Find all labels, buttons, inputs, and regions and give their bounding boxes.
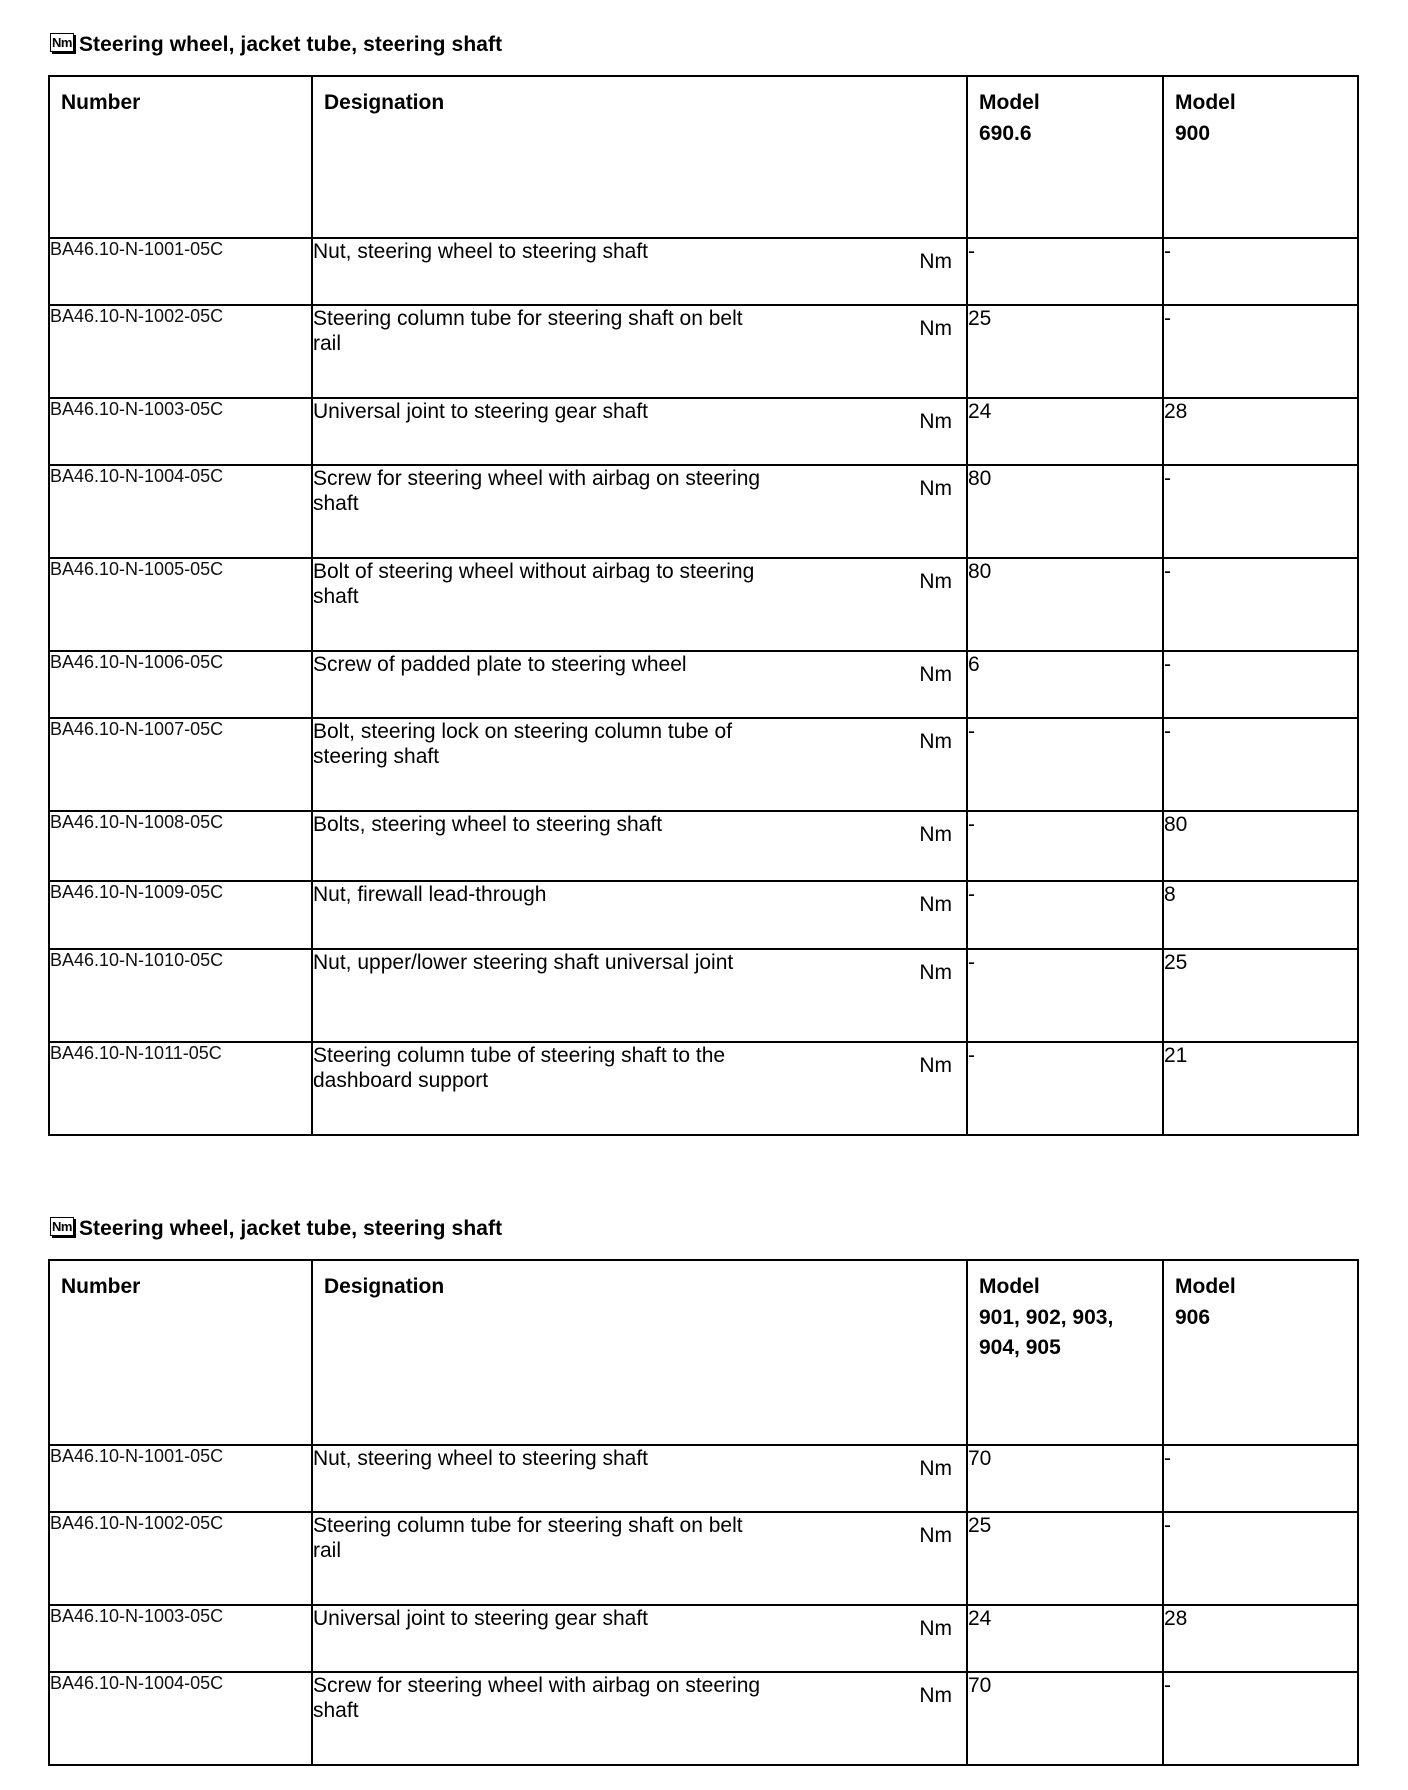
header-model-a: Model 690.6 [967,76,1163,238]
cell-designation [312,651,967,718]
header-model-b: Model 906 [1163,1260,1358,1445]
table-row [49,1512,1358,1605]
designation-text: Bolt, steering lock on steering column tube of steering shaft [313,720,733,768]
cell-model-a-value: 24 [967,1605,1163,1672]
designation-text: Universal joint to steering gear shaft [313,400,649,423]
cell-designation [312,1605,967,1672]
cell-number: BA46.10-N-1008-05C [49,811,312,881]
cell-model-a-value: 24 [967,398,1163,465]
table-row [49,1042,1358,1135]
header-designation: Designation [312,76,967,238]
cell-model-b-value: - [1163,1512,1358,1605]
cell-model-a-value: - [967,811,1163,881]
unit-label: Nm [919,1524,952,1547]
cell-model-a-value: - [967,238,1163,305]
header-number: Number [49,1260,312,1445]
torque-nm-icon: Nm [52,1218,72,1234]
cell-designation [312,558,967,651]
header-model-b: Model 900 [1163,76,1358,238]
cell-designation [312,1042,967,1135]
cell-number: BA46.10-N-1004-05C [49,465,312,558]
table-row [49,1445,1358,1512]
unit-label: Nm [919,893,952,916]
unit-label: Nm [919,570,952,593]
cell-model-b-value: 28 [1163,398,1358,465]
cell-designation [312,1445,967,1512]
table-row [49,238,1358,305]
cell-number: BA46.10-N-1003-05C [49,1605,312,1672]
table-header-row [49,76,1358,238]
cell-number: BA46.10-N-1007-05C [49,718,312,811]
designation-text: Nut, upper/lower steering shaft universal joint [313,951,734,974]
unit-label: Nm [919,823,952,846]
cell-number: BA46.10-N-1001-05C [49,238,312,305]
cell-model-b-value: - [1163,465,1358,558]
cell-designation [312,881,967,949]
cell-designation [312,718,967,811]
cell-number: BA46.10-N-1002-05C [49,1512,312,1605]
cell-model-b-value: 8 [1163,881,1358,949]
cell-designation [312,1512,967,1605]
designation-text: Screw for steering wheel with airbag on steering shaft [313,467,761,515]
cell-model-a-value: 70 [967,1672,1163,1765]
designation-text: Nut, steering wheel to steering shaft [313,1447,649,1470]
section-title-text: Steering wheel, jacket tube, steering shaft [78,33,503,56]
header-number: Number [49,76,312,238]
cell-designation [312,238,967,305]
unit-label: Nm [919,250,952,273]
unit-label: Nm [919,1054,952,1077]
cell-model-b-value: 80 [1163,811,1358,881]
unit-label: Nm [919,477,952,500]
unit-label: Nm [919,1457,952,1480]
cell-model-a-value: 80 [967,465,1163,558]
table-row [49,398,1358,465]
section-title [50,30,502,60]
cell-number: BA46.10-N-1001-05C [49,1445,312,1512]
cell-model-a-value: 70 [967,1445,1163,1512]
cell-model-a-value: 25 [967,305,1163,398]
section-title [50,1214,502,1244]
designation-text: Steering column tube of steering shaft to the dashboard support [313,1044,726,1092]
cell-model-b-value: - [1163,1445,1358,1512]
cell-model-b-value: - [1163,305,1358,398]
designation-text: Nut, firewall lead-through [313,883,547,906]
table-row [49,1672,1358,1765]
table-row [49,949,1358,1042]
designation-text: Nut, steering wheel to steering shaft [313,240,649,263]
cell-model-b-value: - [1163,1672,1358,1765]
cell-model-b-value: - [1163,651,1358,718]
cell-model-b-value: - [1163,718,1358,811]
header-designation: Designation [312,1260,967,1445]
cell-model-a-value: 6 [967,651,1163,718]
cell-model-a-value: - [967,881,1163,949]
cell-number: BA46.10-N-1005-05C [49,558,312,651]
cell-model-a-value: 80 [967,558,1163,651]
table-row [49,305,1358,398]
cell-number: BA46.10-N-1004-05C [49,1672,312,1765]
cell-designation [312,949,967,1042]
unit-label: Nm [919,317,952,340]
designation-text: Steering column tube for steering shaft on belt rail [313,307,743,355]
header-model-a: Model 901, 902, 903, 904, 905 [967,1260,1163,1445]
table-row [49,718,1358,811]
cell-number: BA46.10-N-1003-05C [49,398,312,465]
table-row [49,811,1358,881]
unit-label: Nm [919,1684,952,1707]
cell-number: BA46.10-N-1010-05C [49,949,312,1042]
designation-text: Screw of padded plate to steering wheel [313,653,687,676]
unit-label: Nm [919,410,952,433]
cell-model-b-value: - [1163,558,1358,651]
cell-designation [312,1672,967,1765]
table-header-row [49,1260,1358,1445]
section-title-text: Steering wheel, jacket tube, steering shaft [78,1217,503,1240]
unit-label: Nm [919,961,952,984]
cell-number: BA46.10-N-1009-05C [49,881,312,949]
cell-model-b-value: 21 [1163,1042,1358,1135]
cell-model-b-value: 28 [1163,1605,1358,1672]
cell-model-a-value: - [967,949,1163,1042]
designation-text: Screw for steering wheel with airbag on steering shaft [313,1674,761,1722]
cell-number: BA46.10-N-1002-05C [49,305,312,398]
designation-text: Steering column tube for steering shaft on belt rail [313,1514,743,1562]
unit-label: Nm [919,1617,952,1640]
cell-designation [312,811,967,881]
table-row [49,558,1358,651]
cell-model-a-value: - [967,718,1163,811]
cell-model-a-value: 25 [967,1512,1163,1605]
unit-label: Nm [919,730,952,753]
cell-number: BA46.10-N-1006-05C [49,651,312,718]
torque-table [48,1259,1359,1766]
designation-text: Bolt of steering wheel without airbag to steering shaft [313,560,755,608]
cell-model-b-value: - [1163,238,1358,305]
torque-nm-icon: Nm [52,34,72,50]
cell-designation [312,465,967,558]
cell-designation [312,305,967,398]
table-row [49,651,1358,718]
table-row [49,465,1358,558]
table-row [49,881,1358,949]
cell-model-a-value: - [967,1042,1163,1135]
unit-label: Nm [919,663,952,686]
torque-table [48,75,1359,1136]
table-row [49,1605,1358,1672]
cell-model-b-value: 25 [1163,949,1358,1042]
designation-text: Bolts, steering wheel to steering shaft [313,813,663,836]
cell-number: BA46.10-N-1011-05C [49,1042,312,1135]
cell-designation [312,398,967,465]
designation-text: Universal joint to steering gear shaft [313,1607,649,1630]
